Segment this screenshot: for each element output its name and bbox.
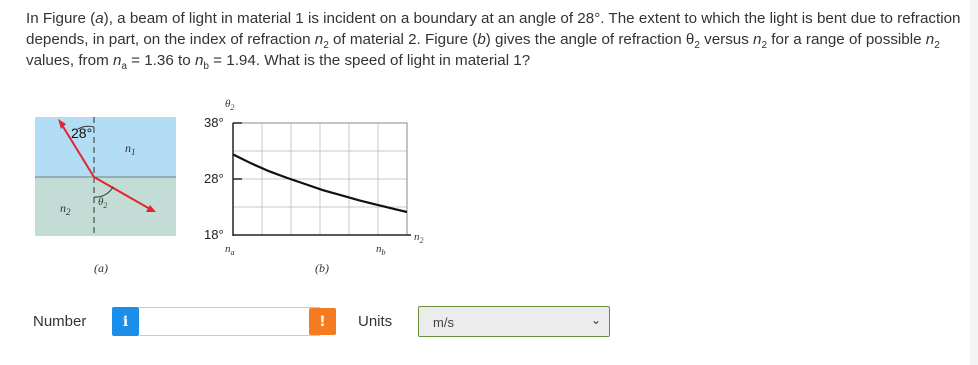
na-tick-label: $n_a$ <box>225 243 235 257</box>
units-label: Units <box>358 313 393 330</box>
y-tick-label-28: 28° <box>204 171 224 186</box>
n2-label: $n_2$ <box>60 201 71 217</box>
n1-label: $n_1$ <box>125 141 136 157</box>
theta2-label: $\theta_2$ <box>98 196 108 210</box>
incident-angle-label: 28° <box>71 125 93 141</box>
figure-b-caption: (b) <box>315 261 329 275</box>
y-tick-label-18: 18° <box>204 227 224 242</box>
info-icon[interactable]: i <box>112 307 139 336</box>
nb-tick-label: $n_b$ <box>376 243 386 257</box>
y-tick-label-38: 38° <box>204 115 224 130</box>
number-label: Number <box>33 313 87 330</box>
chevron-down-icon: ⌄ <box>590 313 601 327</box>
x-axis-label: $n_2$ <box>414 231 424 245</box>
y-axis-label: $\theta_2$ <box>225 98 235 112</box>
units-select[interactable] <box>418 306 610 337</box>
number-input[interactable] <box>139 307 320 336</box>
chart-gridlines <box>233 123 407 235</box>
warning-icon[interactable]: ! <box>309 308 336 335</box>
units-select-value: m/s <box>433 315 454 330</box>
answer-row <box>0 305 978 339</box>
question-text: In Figure (a), a beam of light in material 1 is incident on a boundary at an angle of 28°. The extent to which the light is bent due to refraction depends, in part, on the index of refraction $n_2$ of material 2. Figure (b) gives the angle of refraction $\theta_2$ versus $n_2$ for a range of possible $n_2$ values, from $n_a = 1.36$ to $n_b = 1.94$. What is the speed of light in material 1? <box>26 10 961 73</box>
figure-a-caption: (a) <box>94 261 108 275</box>
